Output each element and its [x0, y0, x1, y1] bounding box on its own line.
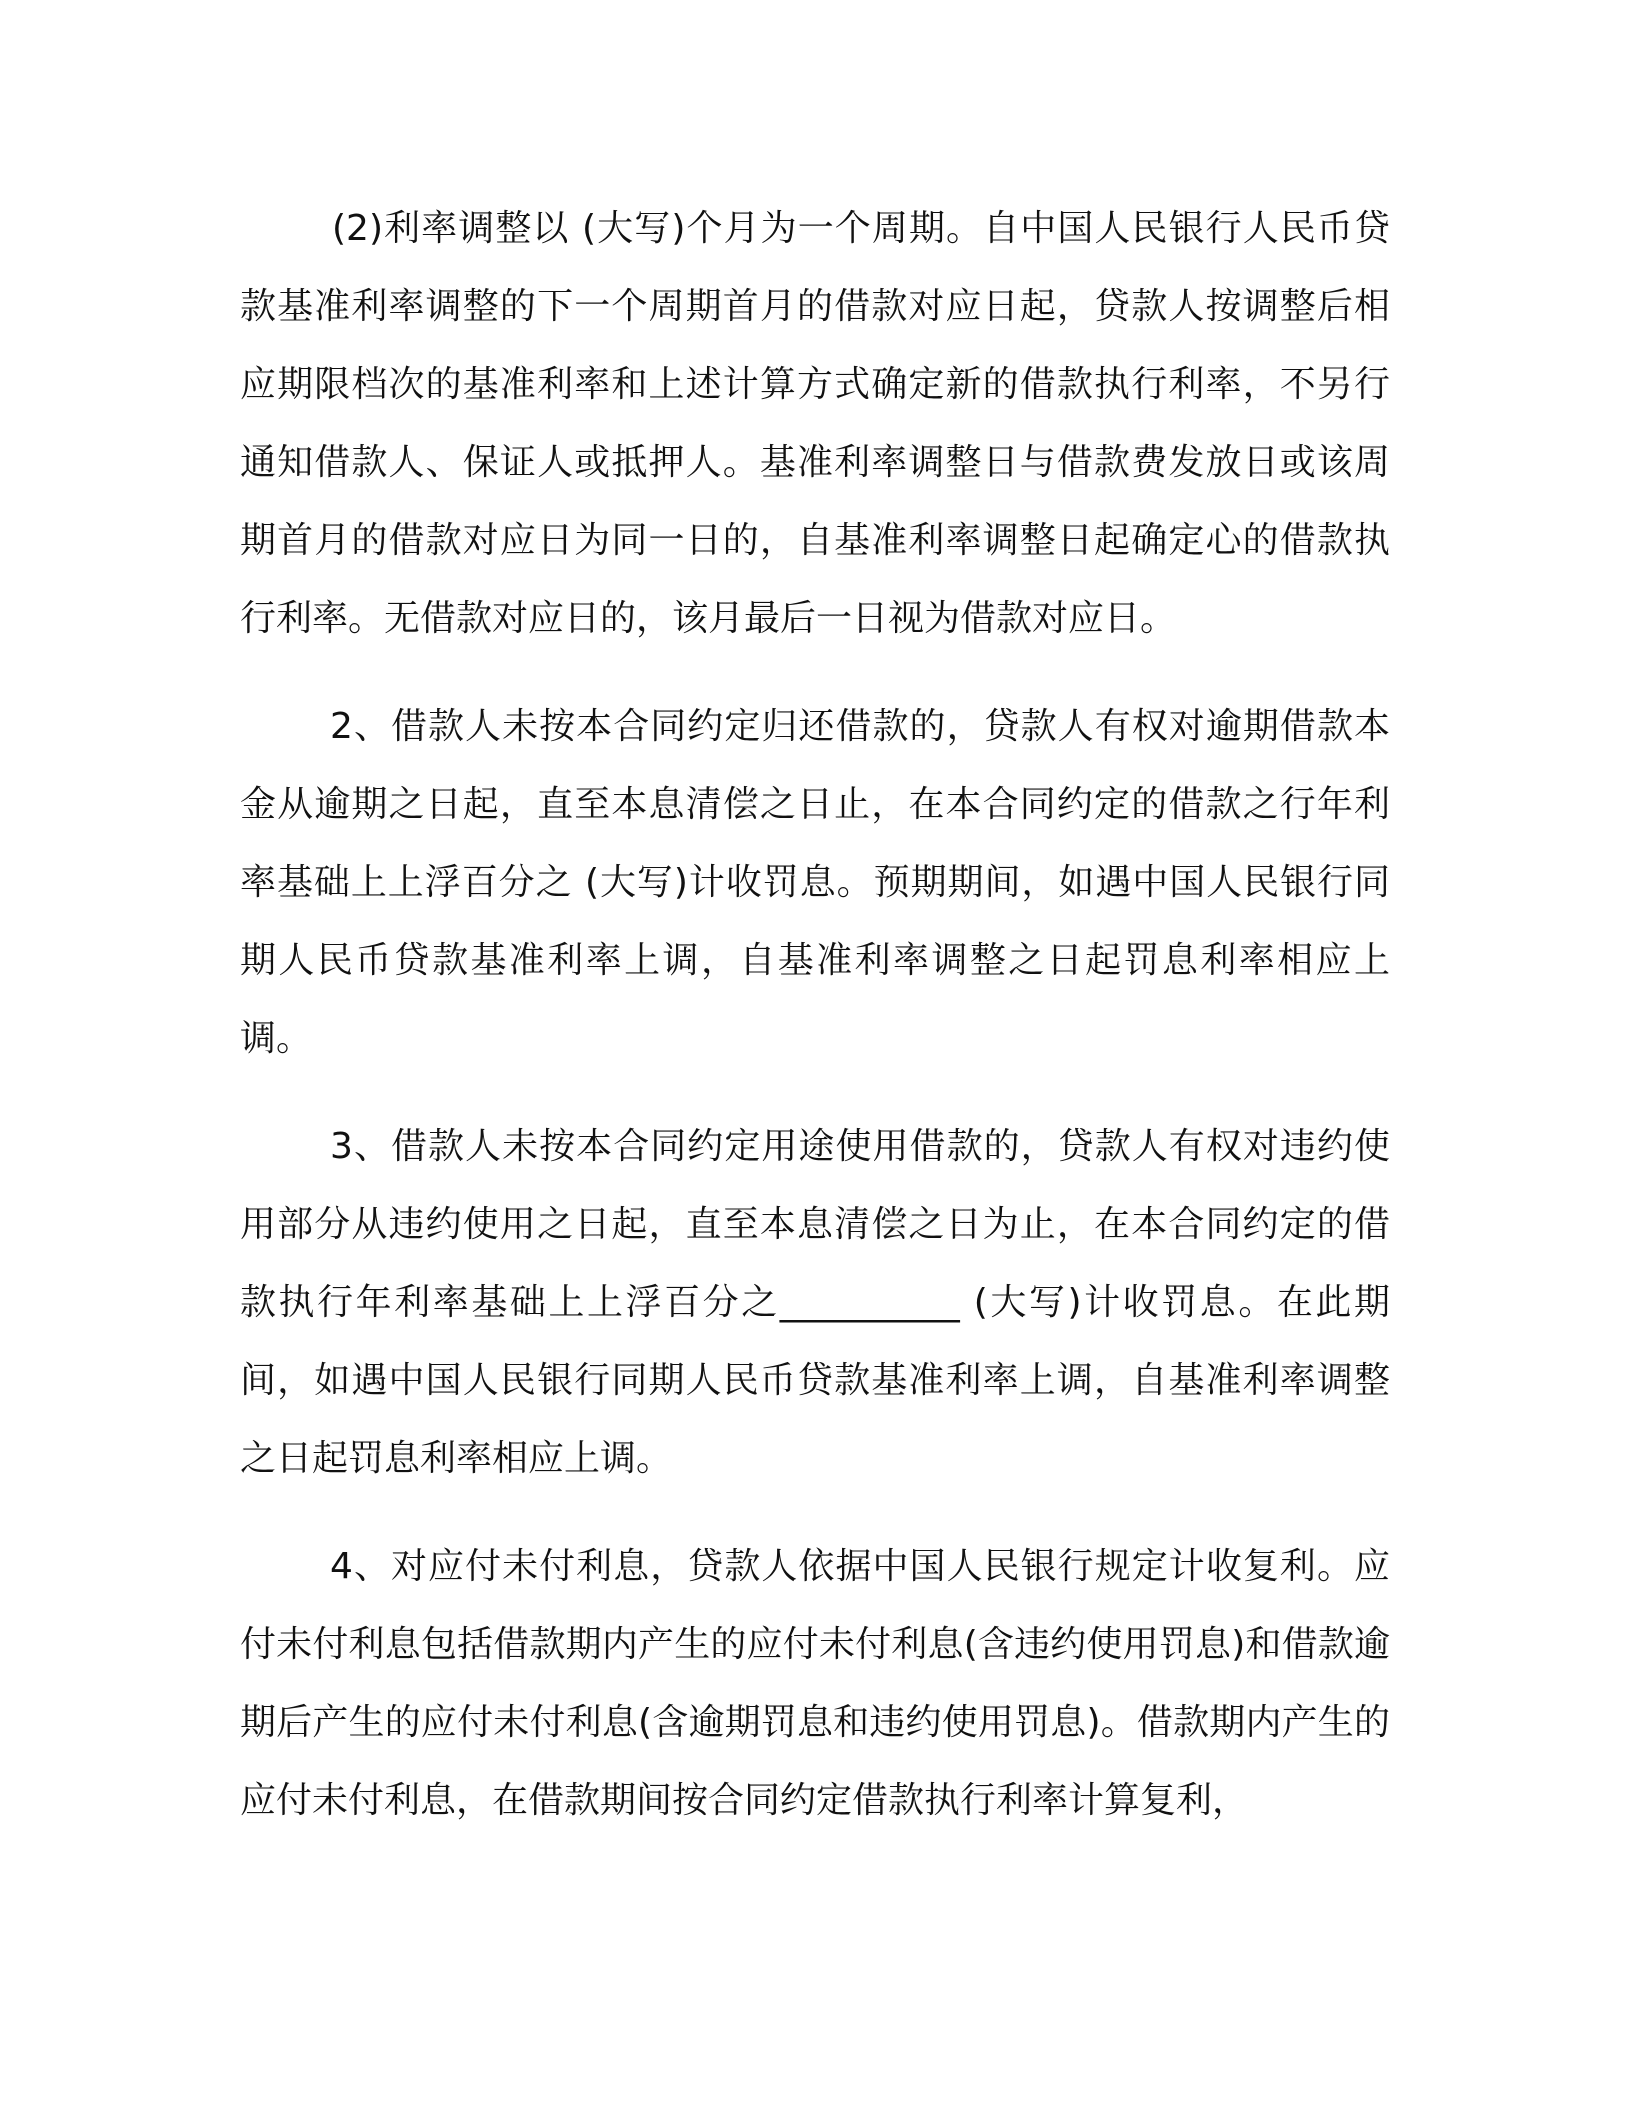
document-body [240, 190, 1390, 1870]
paragraph-compound-interest: 4、对应付未付利息，贷款人依据中国人民银行规定计收复利。应付未付利息包括借款期内产生的应付未付利息(含违约使用罚息)和借款逾期后产生的应付未付利息(含逾期罚息和违约使用罚息)。借款期内产生的应付未付利息，在借款期间按合同约定借款执行利率计算复利， [240, 1546, 1390, 1821]
paragraph-rate-adjustment-period: (2)利率调整以 (大写)个月为一个周期。自中国人民银行人民币贷款基准利率调整的下一个周期首月的借款对应日起，贷款人按调整后相应期限档次的基准利率和上述计算方式确定新的借款执行利率，不另行通知借款人、保证人或抵押人。基准利率调整日与借款费发放日或该周期首月的借款对应日为同一日的，自基准利率调整日起确定心的借款执行利率。无借款对应日的，该月最后一日视为借款对应日。 [240, 208, 1390, 639]
paragraph-overdue-penalty: 2、借款人未按本合同约定归还借款的，贷款人有权对逾期借款本金从逾期之日起，直至本息清偿之日止，在本合同约定的借款之行年利率基础上上浮百分之 (大写)计收罚息。预期期间，如遇中国人民银行同期人民币贷款基准利率上调，自基准利率调整之日起罚息利率相应上调。 [240, 706, 1390, 1059]
paragraph-misuse-penalty: 3、借款人未按本合同约定用途使用借款的，贷款人有权对违约使用部分从违约使用之日起，直至本息清偿之日为止，在本合同约定的借款执行年利率基础上上浮百分之__________ (大写)计收罚息。在此期间，如遇中国人民银行同期人民币贷款基准利率上调，自基准利率调整之日起罚息利率相应上调。 [240, 1126, 1390, 1479]
